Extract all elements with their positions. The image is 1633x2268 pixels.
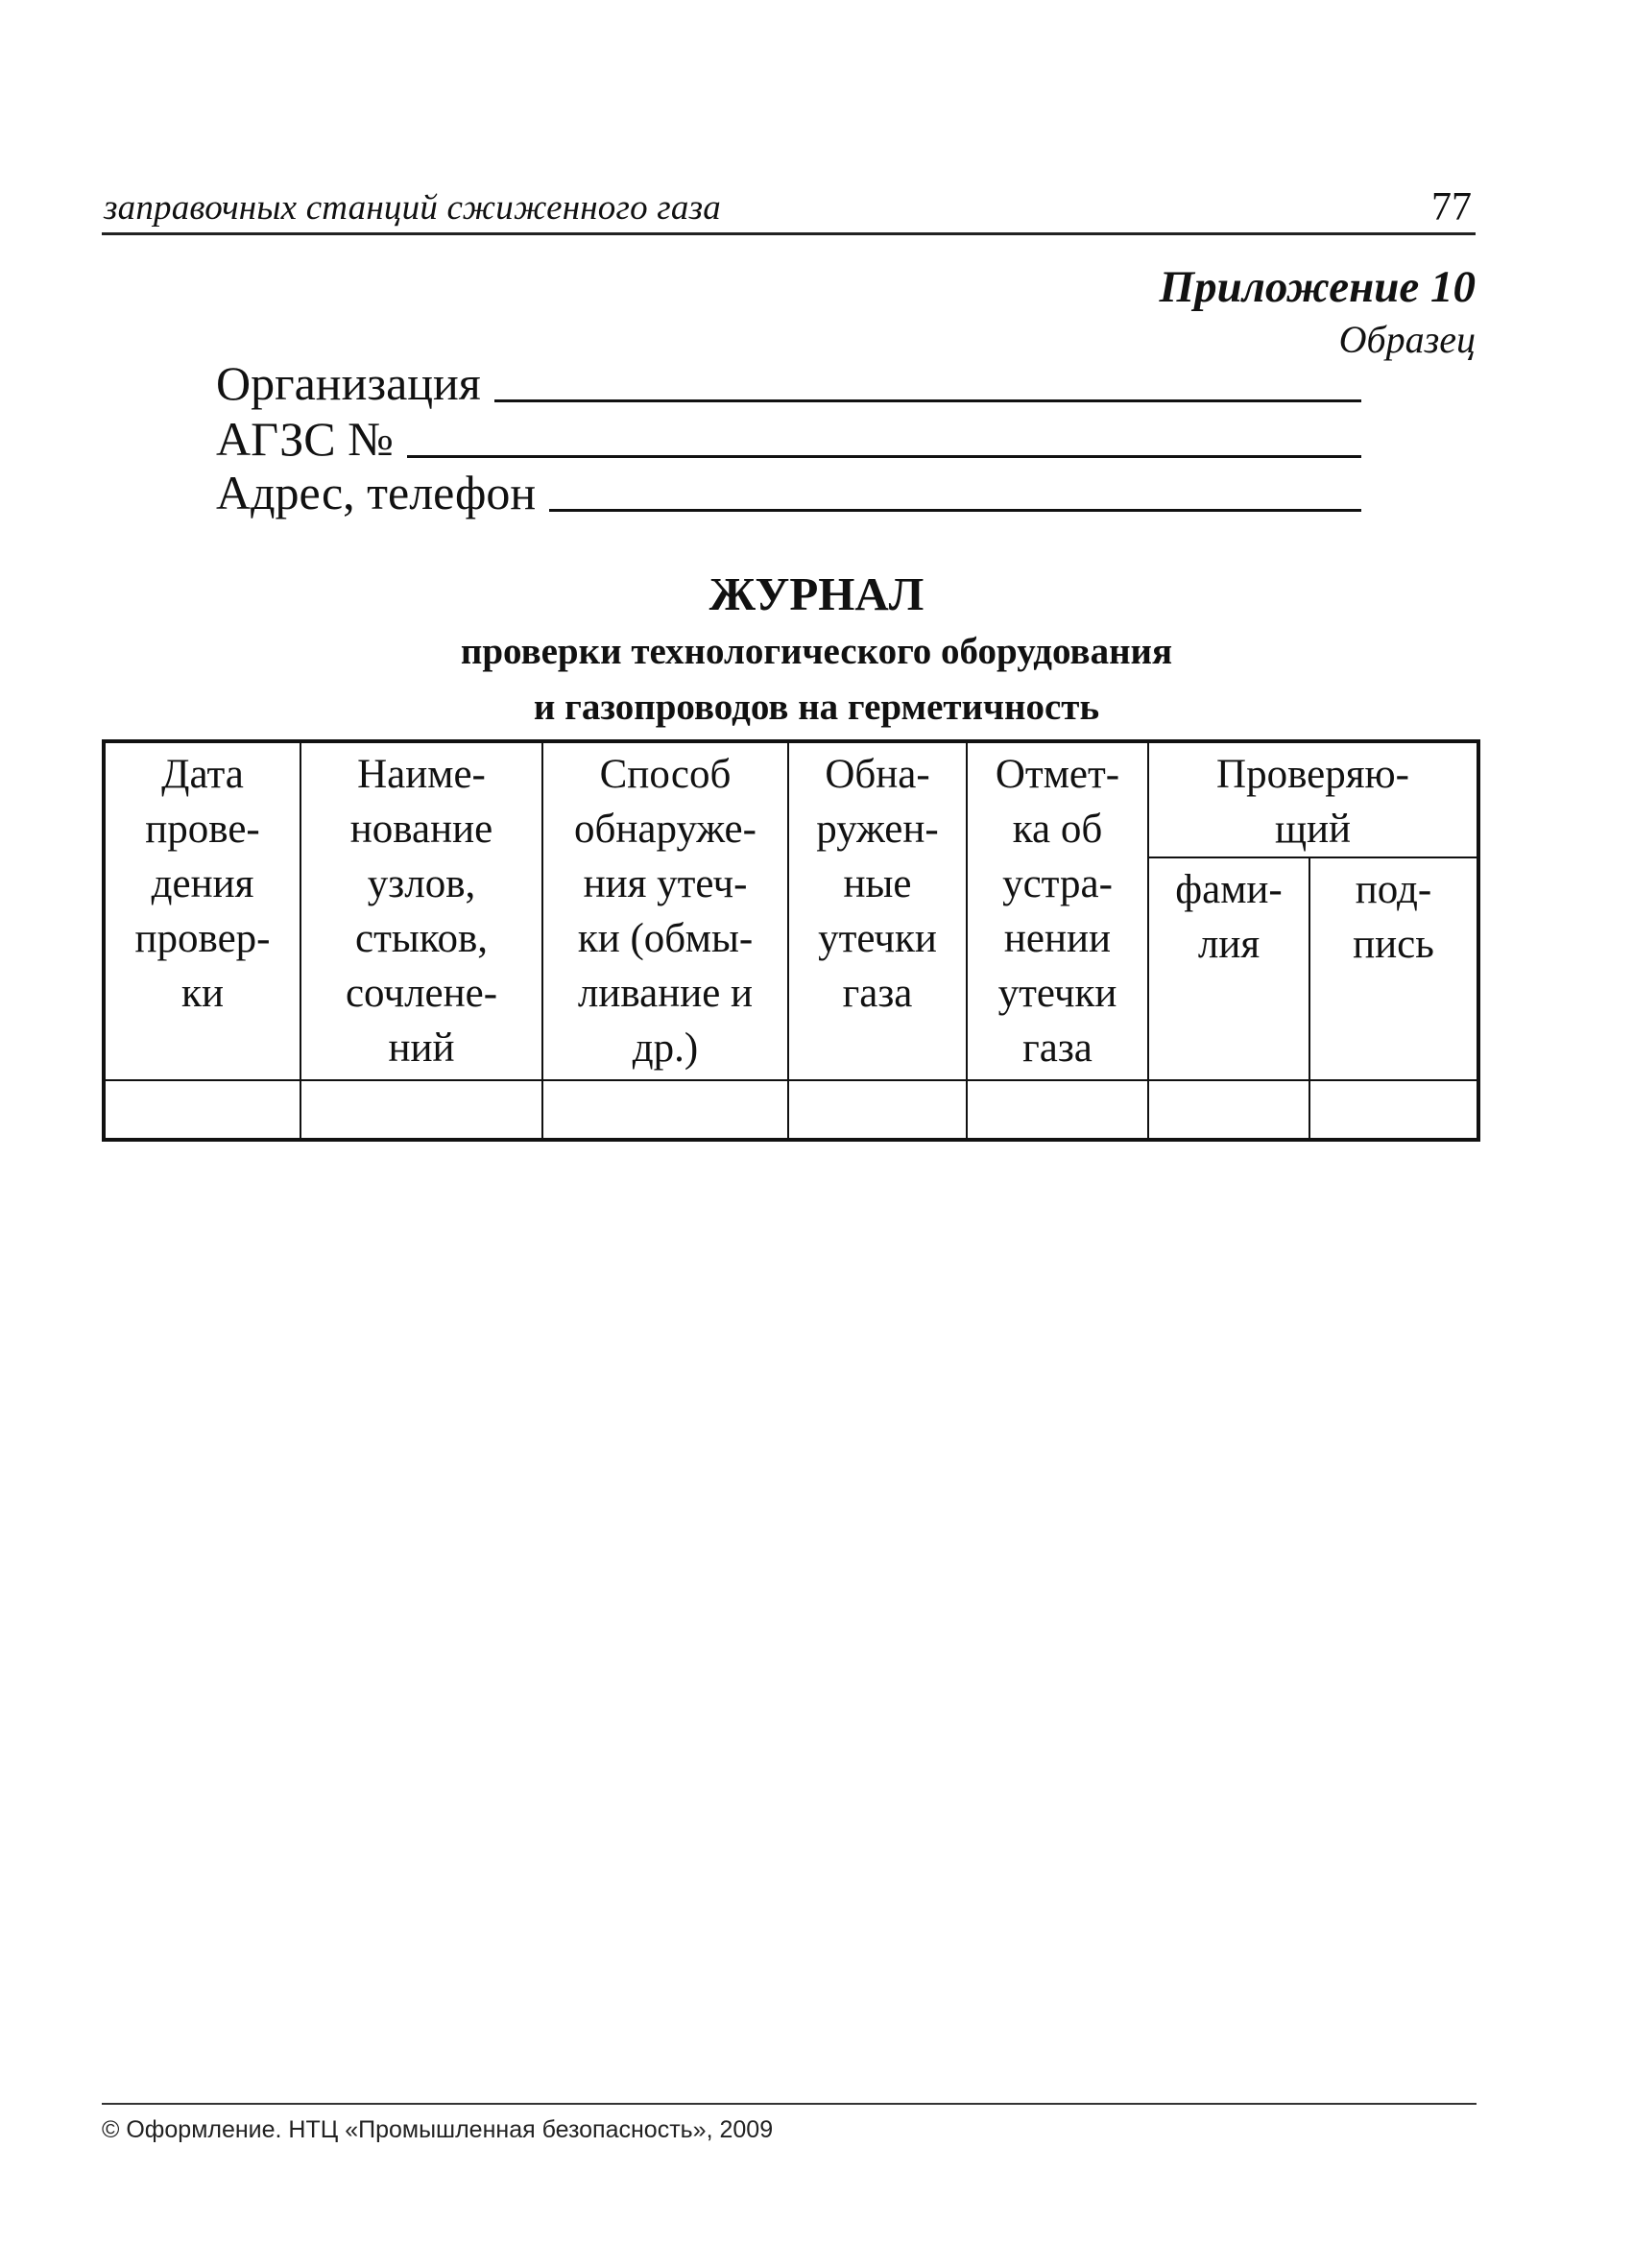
sample-label: Образец [1338, 318, 1476, 361]
column-header-inspector: Проверяю- щий [1148, 741, 1478, 857]
address-phone-field [216, 467, 1361, 520]
organization-blank-line [494, 346, 1361, 402]
column-header-detected-leaks: Обна- ружен- ные утечки газа [788, 741, 967, 1080]
page-number: 77 [1431, 185, 1472, 229]
column-header-detection-method: Способ обнаруже- ния утеч- ки (обмы- ливание и др.) [542, 741, 788, 1080]
journal-title: ЖУРНАЛ [708, 567, 925, 620]
table-cell [300, 1080, 542, 1140]
column-header-date: Дата прове- дения провер- ки [104, 741, 300, 1080]
address-phone-label: Адрес, телефон [216, 466, 537, 519]
appendix-label: Приложение 10 [1159, 262, 1476, 312]
journal-subtitle-line1: проверки технологического оборудования [460, 631, 1173, 672]
organization-label: Организация [216, 356, 481, 410]
table-cell [104, 1080, 300, 1140]
station-number-blank-line [407, 401, 1361, 458]
column-header-leak-fix-note: Отмет- ка об устра- нении утечки газа [967, 741, 1148, 1080]
table-row [104, 1080, 1478, 1140]
column-header-signature: под- пись [1309, 857, 1478, 1080]
table-cell [967, 1080, 1148, 1140]
journal-subtitle-line2: и газопроводов на герметичность [533, 687, 1100, 728]
footer-rule [102, 2103, 1477, 2105]
table-cell [1309, 1080, 1478, 1140]
table-cell [788, 1080, 967, 1140]
column-header-nodes: Наиме- нование узлов, стыков, сочлене- ний [300, 741, 542, 1080]
table-cell [1148, 1080, 1309, 1140]
table-header-row [104, 741, 1478, 857]
footer-copyright: © Оформление. НТЦ «Промышленная безопасность», 2009 [102, 2116, 774, 2143]
running-header [102, 184, 1476, 235]
station-number-label: АГЗС № [216, 412, 394, 466]
column-header-surname: фами- лия [1148, 857, 1309, 1080]
running-header-title: заправочных станций сжиженного газа [104, 188, 721, 228]
address-phone-blank-line [549, 455, 1361, 512]
journal-table [102, 739, 1480, 1142]
table-cell [542, 1080, 788, 1140]
